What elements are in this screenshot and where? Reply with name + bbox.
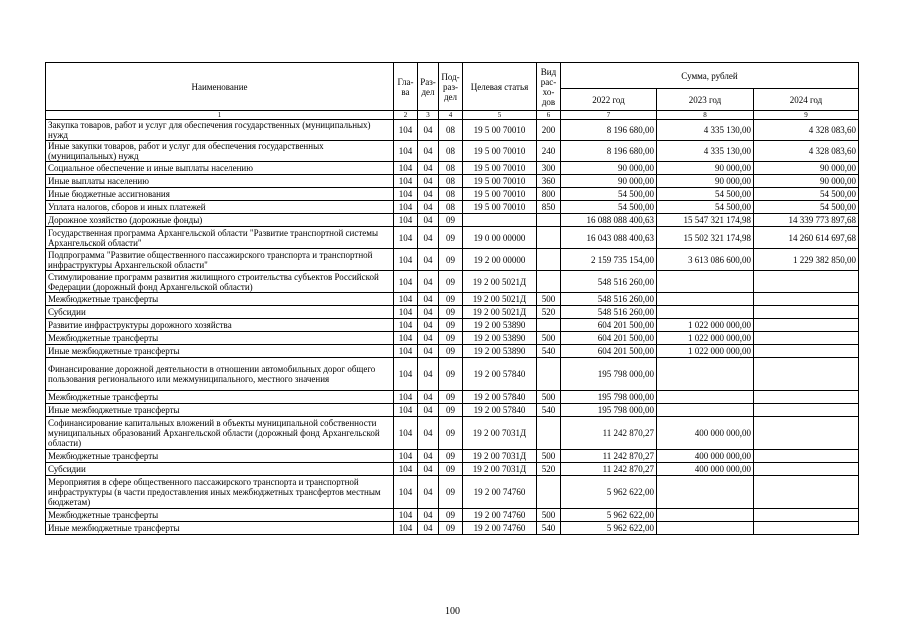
row-podrazdel: 08 <box>439 120 463 141</box>
row-glava: 104 <box>394 332 418 345</box>
row-glava: 104 <box>394 522 418 535</box>
table-row <box>46 214 859 227</box>
row-razdel: 04 <box>418 227 439 249</box>
row-podrazdel: 09 <box>439 214 463 227</box>
row-razdel: 04 <box>418 120 439 141</box>
row-vid <box>537 358 561 391</box>
table-row <box>46 391 859 404</box>
row-razdel: 04 <box>418 188 439 201</box>
row-podrazdel: 09 <box>439 391 463 404</box>
header-celevaya: Целевая статья <box>463 63 537 111</box>
row-name: Софинансирование капитальных вложений в объекты муниципальной собственности муниципальных образований Архангельской области (дорожный фонд Архангельской области) <box>46 417 394 450</box>
table-row <box>46 404 859 417</box>
row-sum-2023: 15 547 321 174,98 <box>657 214 754 227</box>
table-row <box>46 332 859 345</box>
row-vid: 500 <box>537 391 561 404</box>
row-razdel: 04 <box>418 201 439 214</box>
row-vid: 360 <box>537 175 561 188</box>
row-sum-2023: 90 000,00 <box>657 162 754 175</box>
header-vid: Вид рас-хо-дов <box>537 63 561 111</box>
row-vid: 540 <box>537 404 561 417</box>
row-podrazdel: 08 <box>439 201 463 214</box>
row-glava: 104 <box>394 293 418 306</box>
header-glava: Гла-ва <box>394 63 418 111</box>
row-name: Межбюджетные трансферты <box>46 293 394 306</box>
row-razdel: 04 <box>418 332 439 345</box>
row-sum-2023 <box>657 391 754 404</box>
row-glava: 104 <box>394 175 418 188</box>
row-podrazdel: 09 <box>439 332 463 345</box>
row-sum-2022: 5 962 622,00 <box>561 522 657 535</box>
row-sum-2022: 8 196 680,00 <box>561 120 657 141</box>
row-celevaya: 19 2 00 00000 <box>463 249 537 271</box>
row-glava: 104 <box>394 450 418 463</box>
row-sum-2022: 16 088 088 400,63 <box>561 214 657 227</box>
row-glava: 104 <box>394 162 418 175</box>
row-glava: 104 <box>394 227 418 249</box>
row-podrazdel: 09 <box>439 319 463 332</box>
row-name: Уплата налогов, сборов и иных платежей <box>46 201 394 214</box>
row-celevaya <box>463 214 537 227</box>
row-name: Финансирование дорожной деятельности в отношении автомобильных дорог общего пользования регионального или межмуниципального, местного значения <box>46 358 394 391</box>
row-vid: 200 <box>537 120 561 141</box>
row-podrazdel: 08 <box>439 141 463 162</box>
row-celevaya: 19 5 00 70010 <box>463 188 537 201</box>
row-sum-2024: 54 500,00 <box>754 188 859 201</box>
row-razdel: 04 <box>418 391 439 404</box>
row-name: Иные межбюджетные трансферты <box>46 404 394 417</box>
column-number: 6 <box>537 111 561 120</box>
table-row <box>46 417 859 450</box>
header-razdel: Раз-дел <box>418 63 439 111</box>
row-sum-2022: 16 043 088 400,63 <box>561 227 657 249</box>
row-name: Дорожное хозяйство (дорожные фонды) <box>46 214 394 227</box>
row-razdel: 04 <box>418 319 439 332</box>
row-sum-2024 <box>754 391 859 404</box>
row-sum-2024 <box>754 417 859 450</box>
row-sum-2022: 604 201 500,00 <box>561 345 657 358</box>
row-vid: 520 <box>537 463 561 476</box>
row-podrazdel: 08 <box>439 175 463 188</box>
row-glava: 104 <box>394 141 418 162</box>
row-celevaya: 19 5 00 70010 <box>463 141 537 162</box>
row-sum-2024: 4 328 083,60 <box>754 141 859 162</box>
row-name: Иные выплаты населению <box>46 175 394 188</box>
row-razdel: 04 <box>418 522 439 535</box>
row-sum-2022: 11 242 870,27 <box>561 450 657 463</box>
table-row <box>46 306 859 319</box>
row-vid <box>537 249 561 271</box>
table-row <box>46 476 859 509</box>
row-sum-2023 <box>657 358 754 391</box>
row-razdel: 04 <box>418 417 439 450</box>
row-vid: 500 <box>537 293 561 306</box>
row-sum-2024: 14 339 773 897,68 <box>754 214 859 227</box>
row-name: Иные закупки товаров, работ и услуг для обеспечения государственных (муниципальных) нужд <box>46 141 394 162</box>
row-glava: 104 <box>394 463 418 476</box>
row-sum-2023 <box>657 522 754 535</box>
table-row <box>46 345 859 358</box>
row-glava: 104 <box>394 249 418 271</box>
row-glava: 104 <box>394 319 418 332</box>
row-glava: 104 <box>394 391 418 404</box>
row-sum-2023: 4 335 130,00 <box>657 141 754 162</box>
row-glava: 104 <box>394 476 418 509</box>
row-razdel: 04 <box>418 450 439 463</box>
row-celevaya: 19 2 00 57840 <box>463 391 537 404</box>
row-sum-2024: 1 229 382 850,00 <box>754 249 859 271</box>
row-name: Социальное обеспечение и иные выплаты населению <box>46 162 394 175</box>
row-sum-2023: 1 022 000 000,00 <box>657 345 754 358</box>
row-sum-2023: 1 022 000 000,00 <box>657 332 754 345</box>
row-podrazdel: 08 <box>439 162 463 175</box>
row-celevaya: 19 2 00 5021Д <box>463 271 537 293</box>
row-celevaya: 19 5 00 70010 <box>463 120 537 141</box>
row-celevaya: 19 2 00 74760 <box>463 522 537 535</box>
row-sum-2022: 8 196 680,00 <box>561 141 657 162</box>
table-row <box>46 271 859 293</box>
row-celevaya: 19 2 00 5021Д <box>463 293 537 306</box>
row-name: Межбюджетные трансферты <box>46 509 394 522</box>
table-row <box>46 450 859 463</box>
row-sum-2022: 604 201 500,00 <box>561 332 657 345</box>
row-name: Закупка товаров, работ и услуг для обеспечения государственных (муниципальных) нужд <box>46 120 394 141</box>
row-sum-2023: 54 500,00 <box>657 201 754 214</box>
row-sum-2023: 400 000 000,00 <box>657 450 754 463</box>
table-row <box>46 227 859 249</box>
row-razdel: 04 <box>418 214 439 227</box>
column-number: 8 <box>657 111 754 120</box>
row-podrazdel: 09 <box>439 463 463 476</box>
row-vid: 500 <box>537 332 561 345</box>
column-number-row <box>46 111 859 120</box>
budget-table <box>45 62 859 535</box>
row-sum-2024: 4 328 083,60 <box>754 120 859 141</box>
row-celevaya: 19 2 00 7031Д <box>463 463 537 476</box>
row-podrazdel: 09 <box>439 249 463 271</box>
row-sum-2023: 4 335 130,00 <box>657 120 754 141</box>
row-sum-2024 <box>754 463 859 476</box>
column-number: 4 <box>439 111 463 120</box>
column-number: 5 <box>463 111 537 120</box>
row-sum-2024 <box>754 332 859 345</box>
row-vid <box>537 214 561 227</box>
row-sum-2022: 195 798 000,00 <box>561 404 657 417</box>
row-sum-2023: 15 502 321 174,98 <box>657 227 754 249</box>
row-sum-2023: 54 500,00 <box>657 188 754 201</box>
row-podrazdel: 09 <box>439 417 463 450</box>
row-sum-2022: 5 962 622,00 <box>561 476 657 509</box>
row-name: Межбюджетные трансферты <box>46 391 394 404</box>
row-glava: 104 <box>394 188 418 201</box>
row-celevaya: 19 2 00 53890 <box>463 345 537 358</box>
row-name: Межбюджетные трансферты <box>46 450 394 463</box>
row-razdel: 04 <box>418 249 439 271</box>
row-sum-2024 <box>754 358 859 391</box>
row-sum-2023 <box>657 293 754 306</box>
table-row <box>46 175 859 188</box>
row-name: Иные межбюджетные трансферты <box>46 345 394 358</box>
row-glava: 104 <box>394 417 418 450</box>
row-podrazdel: 09 <box>439 404 463 417</box>
row-glava: 104 <box>394 509 418 522</box>
row-name: Иные межбюджетные трансферты <box>46 522 394 535</box>
row-podrazdel: 09 <box>439 522 463 535</box>
row-name: Мероприятия в сфере общественного пассажирского транспорта и транспортной инфраструктуры (в части предоставления иных межбюджетных трансфертов местным бюджетам) <box>46 476 394 509</box>
row-sum-2024 <box>754 509 859 522</box>
row-razdel: 04 <box>418 404 439 417</box>
row-sum-2023 <box>657 271 754 293</box>
row-vid: 800 <box>537 188 561 201</box>
row-celevaya: 19 2 00 7031Д <box>463 417 537 450</box>
header-summa: Сумма, рублей <box>561 63 859 89</box>
row-sum-2023 <box>657 476 754 509</box>
row-name: Иные бюджетные ассигнования <box>46 188 394 201</box>
row-glava: 104 <box>394 120 418 141</box>
row-glava: 104 <box>394 271 418 293</box>
row-podrazdel: 09 <box>439 271 463 293</box>
row-sum-2024 <box>754 319 859 332</box>
table-row <box>46 201 859 214</box>
header-2023: 2023 год <box>657 89 754 111</box>
table-row <box>46 463 859 476</box>
row-sum-2022: 195 798 000,00 <box>561 391 657 404</box>
row-razdel: 04 <box>418 162 439 175</box>
row-podrazdel: 09 <box>439 476 463 509</box>
row-sum-2023: 400 000 000,00 <box>657 417 754 450</box>
row-name: Государственная программа Архангельской области "Развитие транспортной системы Архангельской области" <box>46 227 394 249</box>
row-celevaya: 19 2 00 53890 <box>463 332 537 345</box>
row-sum-2024 <box>754 306 859 319</box>
row-glava: 104 <box>394 306 418 319</box>
row-glava: 104 <box>394 404 418 417</box>
row-glava: 104 <box>394 358 418 391</box>
row-glava: 104 <box>394 345 418 358</box>
row-razdel: 04 <box>418 175 439 188</box>
row-celevaya: 19 2 00 74760 <box>463 476 537 509</box>
row-sum-2022: 11 242 870,27 <box>561 417 657 450</box>
row-celevaya: 19 2 00 53890 <box>463 319 537 332</box>
row-sum-2022: 195 798 000,00 <box>561 358 657 391</box>
column-number: 1 <box>46 111 394 120</box>
row-sum-2022: 11 242 870,27 <box>561 463 657 476</box>
row-razdel: 04 <box>418 509 439 522</box>
row-vid: 520 <box>537 306 561 319</box>
row-sum-2024 <box>754 476 859 509</box>
row-sum-2024 <box>754 522 859 535</box>
row-razdel: 04 <box>418 141 439 162</box>
header-name: Наименование <box>46 63 394 111</box>
row-podrazdel: 09 <box>439 306 463 319</box>
row-sum-2023: 1 022 000 000,00 <box>657 319 754 332</box>
row-razdel: 04 <box>418 358 439 391</box>
column-number: 3 <box>418 111 439 120</box>
row-celevaya: 19 0 00 00000 <box>463 227 537 249</box>
row-name: Субсидии <box>46 463 394 476</box>
row-name: Стимулирование программ развития жилищного строительства субъектов Российской Федерации (дорожный фонд Архангельской области) <box>46 271 394 293</box>
table-row <box>46 120 859 141</box>
row-sum-2024: 90 000,00 <box>754 162 859 175</box>
table-row <box>46 162 859 175</box>
row-celevaya: 19 2 00 74760 <box>463 509 537 522</box>
page-number: 100 <box>445 606 460 617</box>
row-sum-2022: 548 516 260,00 <box>561 271 657 293</box>
row-podrazdel: 09 <box>439 358 463 391</box>
header-2024: 2024 год <box>754 89 859 111</box>
row-sum-2022: 54 500,00 <box>561 201 657 214</box>
row-celevaya: 19 5 00 70010 <box>463 175 537 188</box>
row-vid: 540 <box>537 522 561 535</box>
table-row <box>46 293 859 306</box>
table-row <box>46 522 859 535</box>
row-name: Развитие инфраструктуры дорожного хозяйства <box>46 319 394 332</box>
row-razdel: 04 <box>418 345 439 358</box>
row-celevaya: 19 2 00 5021Д <box>463 306 537 319</box>
row-sum-2024 <box>754 271 859 293</box>
row-sum-2022: 5 962 622,00 <box>561 509 657 522</box>
column-number: 2 <box>394 111 418 120</box>
row-celevaya: 19 5 00 70010 <box>463 201 537 214</box>
row-sum-2022: 604 201 500,00 <box>561 319 657 332</box>
row-razdel: 04 <box>418 293 439 306</box>
row-sum-2024 <box>754 345 859 358</box>
row-sum-2024: 90 000,00 <box>754 175 859 188</box>
table-row <box>46 319 859 332</box>
row-sum-2022: 548 516 260,00 <box>561 293 657 306</box>
row-vid <box>537 227 561 249</box>
row-sum-2023 <box>657 509 754 522</box>
column-number: 7 <box>561 111 657 120</box>
row-sum-2022: 2 159 735 154,00 <box>561 249 657 271</box>
row-name: Межбюджетные трансферты <box>46 332 394 345</box>
row-sum-2022: 90 000,00 <box>561 175 657 188</box>
row-sum-2023: 3 613 086 600,00 <box>657 249 754 271</box>
table-row <box>46 358 859 391</box>
row-celevaya: 19 2 00 7031Д <box>463 450 537 463</box>
row-glava: 104 <box>394 201 418 214</box>
row-sum-2023: 400 000 000,00 <box>657 463 754 476</box>
column-number: 9 <box>754 111 859 120</box>
row-sum-2022: 548 516 260,00 <box>561 306 657 319</box>
row-name: Субсидии <box>46 306 394 319</box>
row-vid <box>537 319 561 332</box>
row-vid: 500 <box>537 450 561 463</box>
row-vid: 540 <box>537 345 561 358</box>
row-celevaya: 19 5 00 70010 <box>463 162 537 175</box>
row-vid <box>537 271 561 293</box>
row-vid: 300 <box>537 162 561 175</box>
row-podrazdel: 09 <box>439 293 463 306</box>
row-sum-2022: 90 000,00 <box>561 162 657 175</box>
row-sum-2024: 54 500,00 <box>754 201 859 214</box>
row-sum-2023: 90 000,00 <box>657 175 754 188</box>
row-sum-2024: 14 260 614 697,68 <box>754 227 859 249</box>
row-podrazdel: 09 <box>439 345 463 358</box>
row-vid: 850 <box>537 201 561 214</box>
row-razdel: 04 <box>418 463 439 476</box>
table-row <box>46 509 859 522</box>
row-celevaya: 19 2 00 57840 <box>463 358 537 391</box>
header-2022: 2022 год <box>561 89 657 111</box>
table-row <box>46 188 859 201</box>
row-podrazdel: 09 <box>439 509 463 522</box>
row-sum-2023 <box>657 404 754 417</box>
row-razdel: 04 <box>418 271 439 293</box>
row-sum-2024 <box>754 293 859 306</box>
header-podrazdel: Под-раз-дел <box>439 63 463 111</box>
row-sum-2022: 54 500,00 <box>561 188 657 201</box>
table-row <box>46 141 859 162</box>
row-razdel: 04 <box>418 476 439 509</box>
row-podrazdel: 09 <box>439 227 463 249</box>
row-celevaya: 19 2 00 57840 <box>463 404 537 417</box>
row-vid <box>537 476 561 509</box>
row-podrazdel: 08 <box>439 188 463 201</box>
row-podrazdel: 09 <box>439 450 463 463</box>
row-glava: 104 <box>394 214 418 227</box>
row-vid: 240 <box>537 141 561 162</box>
row-sum-2023 <box>657 306 754 319</box>
row-name: Подпрограмма "Развитие общественного пассажирского транспорта и транспортной инфраструктуры Архангельской области" <box>46 249 394 271</box>
row-vid <box>537 417 561 450</box>
row-sum-2024 <box>754 404 859 417</box>
row-razdel: 04 <box>418 306 439 319</box>
row-vid: 500 <box>537 509 561 522</box>
table-row <box>46 249 859 271</box>
table-body <box>46 120 859 535</box>
row-sum-2024 <box>754 450 859 463</box>
